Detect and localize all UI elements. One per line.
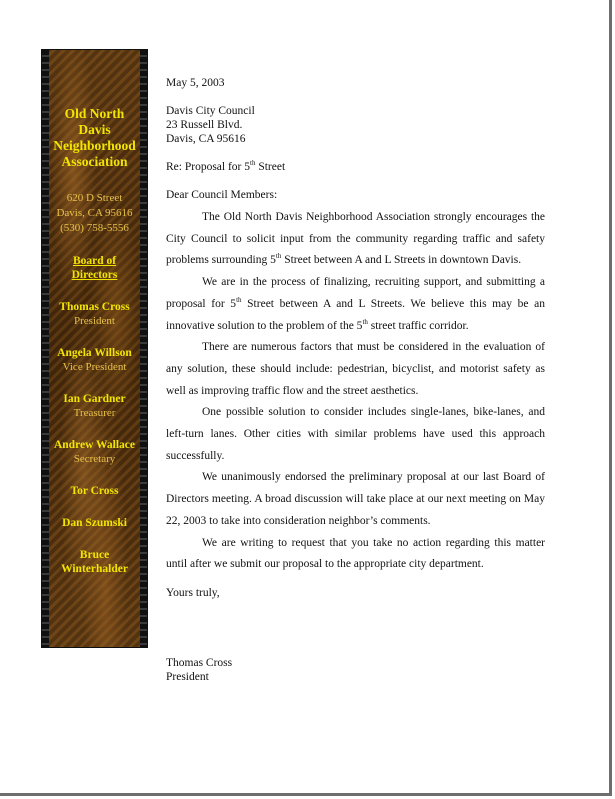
paragraph-text: Street between A and L Streets. We believe this may be an innovative solution to the problem of the 5 bbox=[166, 297, 545, 332]
member-name: Ian Gardner bbox=[63, 393, 126, 405]
org-name-line: Davis bbox=[78, 122, 111, 137]
paragraph bbox=[166, 467, 545, 532]
subject-prefix: Re: Proposal for 5 bbox=[166, 161, 251, 173]
paragraph bbox=[166, 272, 545, 337]
letter-body bbox=[166, 76, 545, 684]
org-name-line: Old North bbox=[64, 106, 125, 121]
org-name-line: Association bbox=[61, 154, 128, 169]
member-name: Angela Willson bbox=[57, 347, 132, 359]
member-name: Dan Szumski bbox=[62, 517, 127, 529]
paragraph bbox=[166, 207, 545, 272]
paragraph-text: One possible solution to consider includes single-lanes, bike-lanes, and left-turn lanes. Other cities with similar problems have used this approach successfully. bbox=[166, 406, 545, 462]
paragraph bbox=[166, 337, 545, 402]
address-street: 620 D Street bbox=[66, 192, 123, 204]
member-name: Bruce bbox=[79, 549, 110, 561]
board-member bbox=[49, 300, 140, 328]
signer-title: President bbox=[166, 670, 209, 683]
sidebar-content bbox=[49, 50, 140, 647]
signer-name: Thomas Cross bbox=[166, 656, 233, 669]
board-member bbox=[49, 548, 140, 576]
ordinal-suffix: th bbox=[236, 295, 242, 304]
paragraph-text: street traffic corridor. bbox=[367, 319, 469, 332]
board-member bbox=[49, 438, 140, 466]
member-role: Vice President bbox=[62, 361, 127, 373]
closing: Yours truly, bbox=[166, 586, 220, 599]
org-name-line: Neighborhood bbox=[53, 138, 136, 153]
subject-suffix: Street bbox=[255, 161, 286, 173]
board-member bbox=[49, 392, 140, 420]
org-name bbox=[49, 106, 140, 170]
board-member bbox=[49, 346, 140, 374]
recipient-line: Davis City Council bbox=[166, 105, 255, 117]
member-name: Tor Cross bbox=[70, 485, 119, 497]
ordinal-suffix: th bbox=[275, 252, 282, 261]
letter-date: May 5, 2003 bbox=[166, 77, 225, 89]
salutation: Dear Council Members: bbox=[166, 189, 278, 201]
paragraph-text: We unanimously endorsed the preliminary proposal at our last Board of Directors meeting. A broad discussion will take place at our next meeting on May 22, 2003 to take into consideration neighbor’s comments. bbox=[166, 471, 545, 527]
sidebar-panel bbox=[41, 49, 148, 648]
recipient-line: Davis, CA 95616 bbox=[166, 133, 246, 145]
paragraph-text: The Old North Davis Neighborhood Association strongly encourages the City Council to solicit input from the community regarding traffic and safety problems surrounding 5 bbox=[166, 211, 545, 267]
member-name: Thomas Cross bbox=[59, 301, 130, 313]
paragraph-text: Street between A and L Streets in downtown Davis. bbox=[281, 254, 522, 267]
address-phone: (530) 758-5556 bbox=[60, 222, 129, 234]
paragraph bbox=[166, 533, 545, 576]
paragraph-text: We are in the process of finalizing, recruiting support, and submitting a proposal for 5 bbox=[166, 276, 545, 310]
board-title-line: Directors bbox=[71, 269, 118, 281]
member-role: Secretary bbox=[73, 453, 116, 465]
board-member bbox=[49, 516, 140, 530]
paragraph bbox=[166, 402, 545, 467]
member-role: President bbox=[74, 315, 115, 327]
ordinal-suffix: th bbox=[362, 317, 368, 326]
paragraph-text: We are writing to request that you take no action regarding this matter until after we submit our proposal to the appropriate city department. bbox=[166, 536, 545, 571]
ordinal-suffix: th bbox=[250, 159, 256, 167]
address-city: Davis, CA 95616 bbox=[56, 207, 133, 219]
subject-line bbox=[166, 160, 545, 174]
member-name: Winterhalder bbox=[61, 563, 128, 575]
film-strip-left bbox=[42, 50, 49, 647]
member-name: Andrew Wallace bbox=[53, 439, 136, 451]
board-of-directors-heading bbox=[49, 254, 140, 282]
film-strip-right bbox=[140, 50, 147, 647]
board-member bbox=[49, 484, 140, 498]
board-title-line: Board of bbox=[72, 255, 117, 267]
recipient-line: 23 Russell Blvd. bbox=[166, 119, 243, 131]
member-role: Treasurer bbox=[73, 407, 116, 419]
paragraph-text: There are numerous factors that must be considered in the evaluation of any solution, these should include: pedestrian, bicyclist, and motorist safety as well as improving traffic flow and the street aesthetics. bbox=[166, 341, 545, 397]
org-address bbox=[49, 191, 140, 236]
